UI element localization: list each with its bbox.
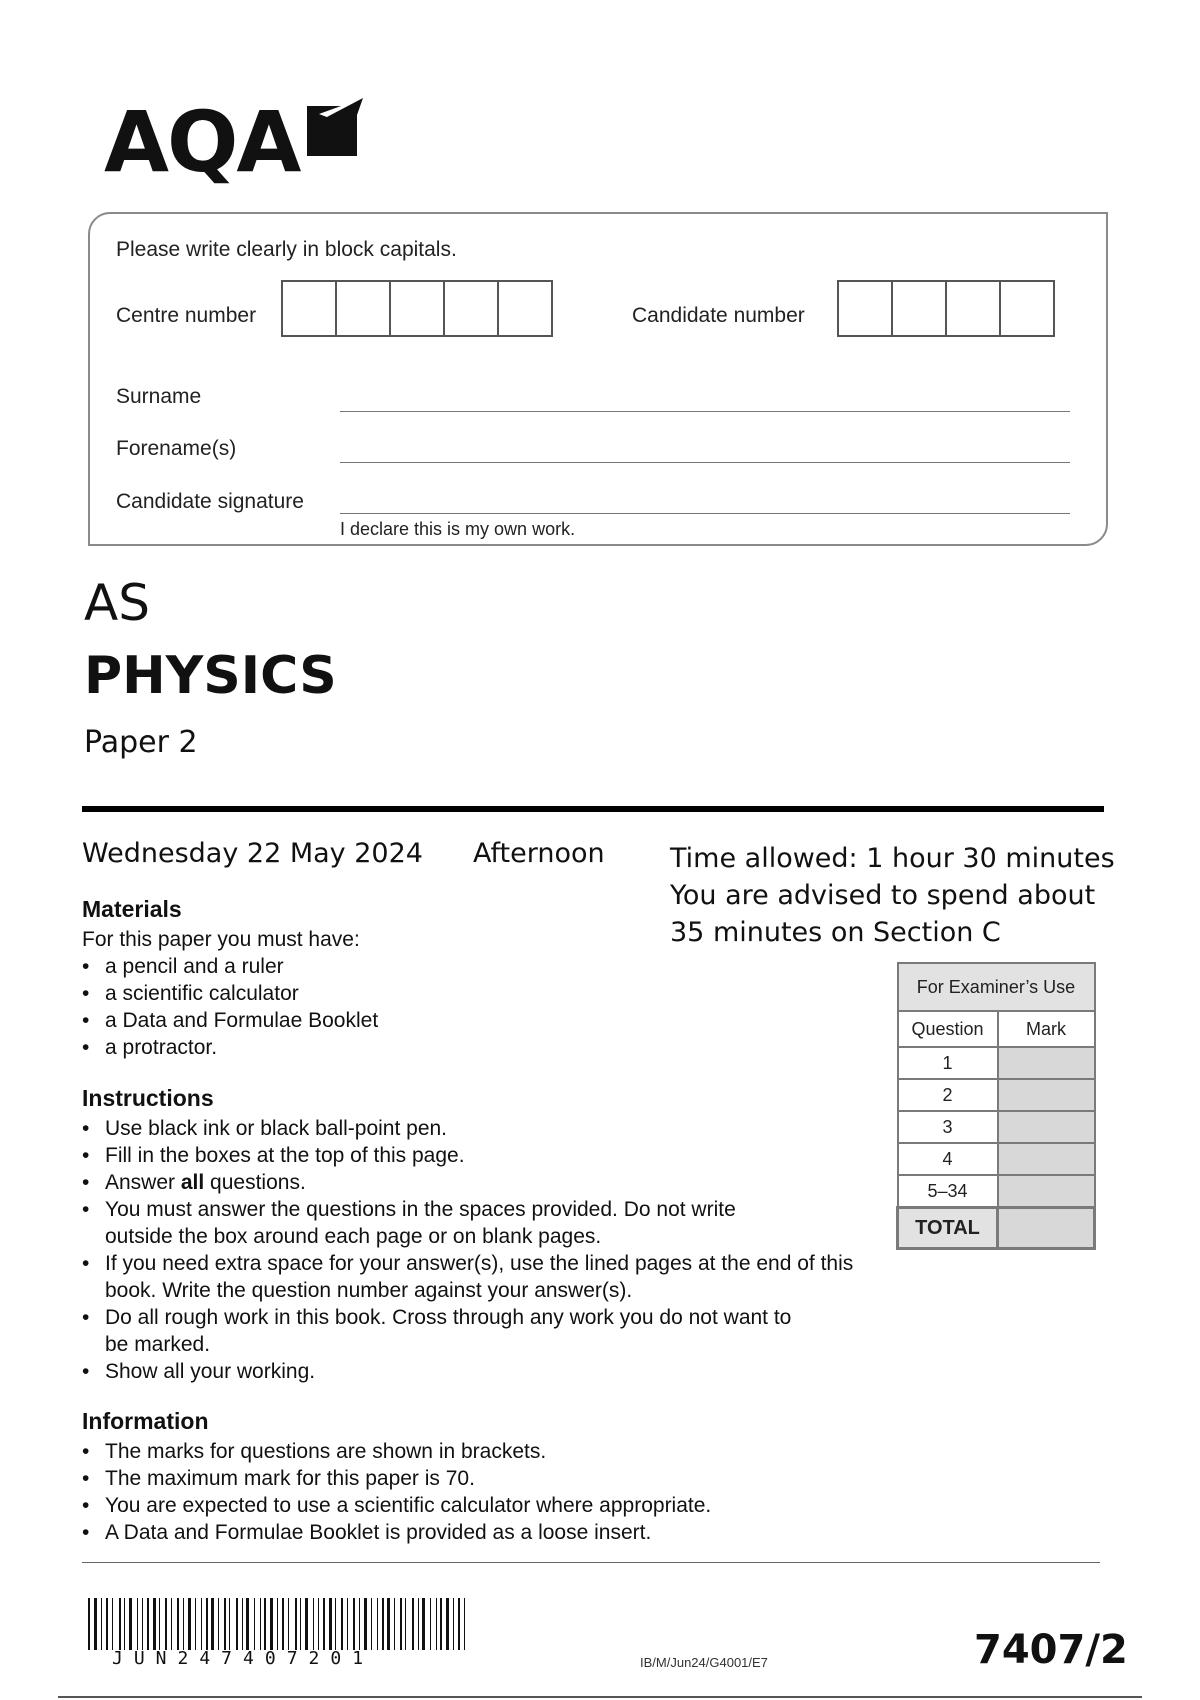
answer-text: Answer [105,1171,181,1194]
information-heading: Information [82,1408,209,1434]
question-number: 5–34 [898,1175,998,1208]
question-number: 1 [898,1047,998,1079]
barcode-bar [177,1598,179,1650]
barcode-bar [446,1598,449,1650]
exam-session: Afternoon [473,838,605,869]
barcode-bar [106,1598,108,1650]
barcode-bar [242,1598,243,1650]
materials-heading: Materials [82,896,182,922]
time-allowed [670,840,1115,951]
barcode-bar [171,1598,172,1650]
barcode-bar [453,1598,454,1650]
barcode-bar [313,1598,314,1650]
subject-title: PHYSICS [84,646,337,706]
list-item: • a protractor. [82,1034,682,1061]
forename-field[interactable] [340,462,1070,463]
barcode-bar [206,1598,208,1650]
page-bottom-rule [58,1696,1142,1698]
table-row [898,1208,1095,1249]
barcode-bar [264,1598,266,1650]
centre-digit-box[interactable] [335,280,391,337]
barcode-bar [382,1598,384,1650]
barcode-bar [254,1598,255,1650]
exam-date: Wednesday 22 May 2024 [82,838,423,869]
question-column-header: Question [898,1011,998,1047]
forename-label: Forename(s) [116,437,237,460]
barcode-bar [142,1598,143,1650]
barcode-bar [159,1598,160,1650]
barcode-bar [88,1598,90,1650]
barcode-bar [347,1598,348,1650]
list-item: • The maximum mark for this paper is 70. [82,1465,872,1492]
answer-all-emphasis: all [180,1171,205,1194]
question-number: 3 [898,1111,998,1143]
candidate-number-boxes[interactable] [839,280,1055,337]
barcode-bar [418,1598,419,1650]
barcode-bar [430,1598,431,1650]
header-divider [82,806,1104,812]
barcode-bar [305,1598,308,1650]
list-item: • You must answer the questions in the spaces provided. Do not write outside the box around each page or on blank pages. [82,1196,785,1250]
list-item: • If you need extra space for your answer(s), use the lined pages at the end of this book. Write the question number against your answer(s). [82,1250,865,1304]
candidate-digit-box[interactable] [837,280,893,337]
barcode-bar [260,1598,261,1650]
instructions-heading: Instructions [82,1085,214,1111]
barcode-bar [458,1598,460,1650]
total-mark-cell [998,1208,1095,1249]
barcode-bar [353,1598,355,1650]
barcode-bar [277,1598,278,1650]
table-row [898,1175,1095,1208]
time-line: Time allowed: 1 hour 30 minutes [670,843,1115,874]
barcode-bar [165,1598,167,1650]
list-item: • The marks for questions are shown in brackets. [82,1438,872,1465]
list-item: • a Data and Formulae Booklet [82,1007,682,1034]
barcode-bar [323,1598,325,1650]
candidate-digit-box[interactable] [999,280,1055,337]
list-item [82,1169,872,1196]
footer-divider [82,1562,1100,1563]
qualification-level: AS [84,574,150,632]
surname-field[interactable] [340,411,1070,412]
candidate-digit-box[interactable] [945,280,1001,337]
mark-cell [998,1047,1095,1079]
barcode-bar [137,1598,138,1650]
barcode-bar [101,1598,102,1650]
information-section [82,1410,872,1546]
examiner-use-table [896,962,1096,1250]
barcode-bar [341,1598,343,1650]
barcode-bar [359,1598,360,1650]
list-item: • Use black ink or black ball-point pen. [82,1115,872,1142]
barcode-bar [236,1598,238,1650]
barcode-bar [201,1598,202,1650]
barcode-bar [224,1598,226,1650]
list-item: • Do all rough work in this book. Cross through any work you do not want to be marked. [82,1304,805,1358]
barcode-bar [282,1598,284,1650]
barcode-bar [394,1598,395,1650]
mark-cell [998,1175,1095,1208]
barcode-bar [147,1598,149,1650]
barcode-bar [112,1598,113,1650]
mark-cell [998,1143,1095,1175]
signature-field[interactable] [340,513,1070,514]
barcode-bar [124,1598,125,1650]
barcode-bar [405,1598,406,1650]
list-item: • Fill in the boxes at the top of this page. [82,1142,872,1169]
total-label: TOTAL [898,1208,998,1249]
mark-cell [998,1079,1095,1111]
centre-number-label: Centre number [116,304,257,327]
answer-text: questions. [204,1171,306,1194]
table-row [898,1111,1095,1143]
barcode-bar [183,1598,184,1650]
centre-digit-box[interactable] [443,280,499,337]
barcode-bar [464,1598,465,1650]
barcode-bar [387,1598,390,1650]
surname-label: Surname [116,385,202,408]
time-line: 35 minutes on Section C [670,917,1001,948]
barcode-bar [377,1598,378,1650]
barcode-bar [329,1598,332,1650]
barcode-bar [422,1598,425,1650]
barcode-bar [195,1598,196,1650]
barcode-bar [229,1598,230,1650]
information-list [82,1438,872,1546]
time-line: You are advised to spend about [670,880,1096,911]
list-item: • A Data and Formulae Booklet is provided as a loose insert. [82,1519,872,1546]
list-item: • a pencil and a ruler [82,953,682,980]
block-capitals-instruction: Please write clearly in block capitals. [116,238,457,261]
barcode-bar [300,1598,301,1650]
barcode-bar [94,1598,97,1650]
barcode-bar [246,1598,249,1650]
paper-code: 7407/2 [974,1627,1128,1673]
barcode-bar [119,1598,121,1650]
declaration-text: I declare this is my own work. [340,519,576,539]
table-row [898,1143,1095,1175]
barcode-number: JUN247407201 [112,1648,375,1669]
barcode [88,1598,470,1650]
barcode-bar [270,1598,273,1650]
list-item: • Show all your working. [82,1358,872,1385]
candidate-number-label: Candidate number [632,304,805,327]
list-item: • You are expected to use a scientific calculator where appropriate. [82,1492,872,1519]
examiner-table-title: For Examiner’s Use [898,963,1095,1011]
mark-column-header: Mark [998,1011,1095,1047]
barcode-bar [335,1598,336,1650]
barcode-bar [412,1598,414,1650]
barcode-bar [129,1598,132,1650]
mark-cell [998,1111,1095,1143]
barcode-bar [153,1598,156,1650]
aqa-logo-mark-icon [305,96,365,158]
barcode-bar [364,1598,367,1650]
barcode-bar [295,1598,297,1650]
barcode-bar [211,1598,214,1650]
barcode-bar [318,1598,319,1650]
centre-number-boxes[interactable] [283,280,553,337]
barcode-bar [288,1598,289,1650]
barcode-bar [440,1598,442,1650]
candidate-digit-box[interactable] [891,280,947,337]
materials-list [82,953,682,1061]
list-item: • a scientific calculator [82,980,682,1007]
question-number: 4 [898,1143,998,1175]
barcode-bar [371,1598,372,1650]
materials-intro: For this paper you must have: [82,928,360,951]
barcode-bar [436,1598,437,1650]
aqa-logo: AQA [104,93,300,191]
question-number: 2 [898,1079,998,1111]
centre-digit-box[interactable] [389,280,445,337]
signature-label: Candidate signature [116,490,304,513]
centre-digit-box[interactable] [281,280,337,337]
barcode-bar [400,1598,402,1650]
materials-section [82,898,682,1061]
table-row [898,1079,1095,1111]
paper-reference: IB/M/Jun24/G4001/E7 [640,1655,768,1670]
barcode-bar [218,1598,219,1650]
instructions-list [82,1115,872,1385]
table-row [898,1047,1095,1079]
instructions-section [82,1087,872,1385]
centre-digit-box[interactable] [497,280,553,337]
paper-number: Paper 2 [84,725,198,760]
barcode-bar [188,1598,191,1650]
